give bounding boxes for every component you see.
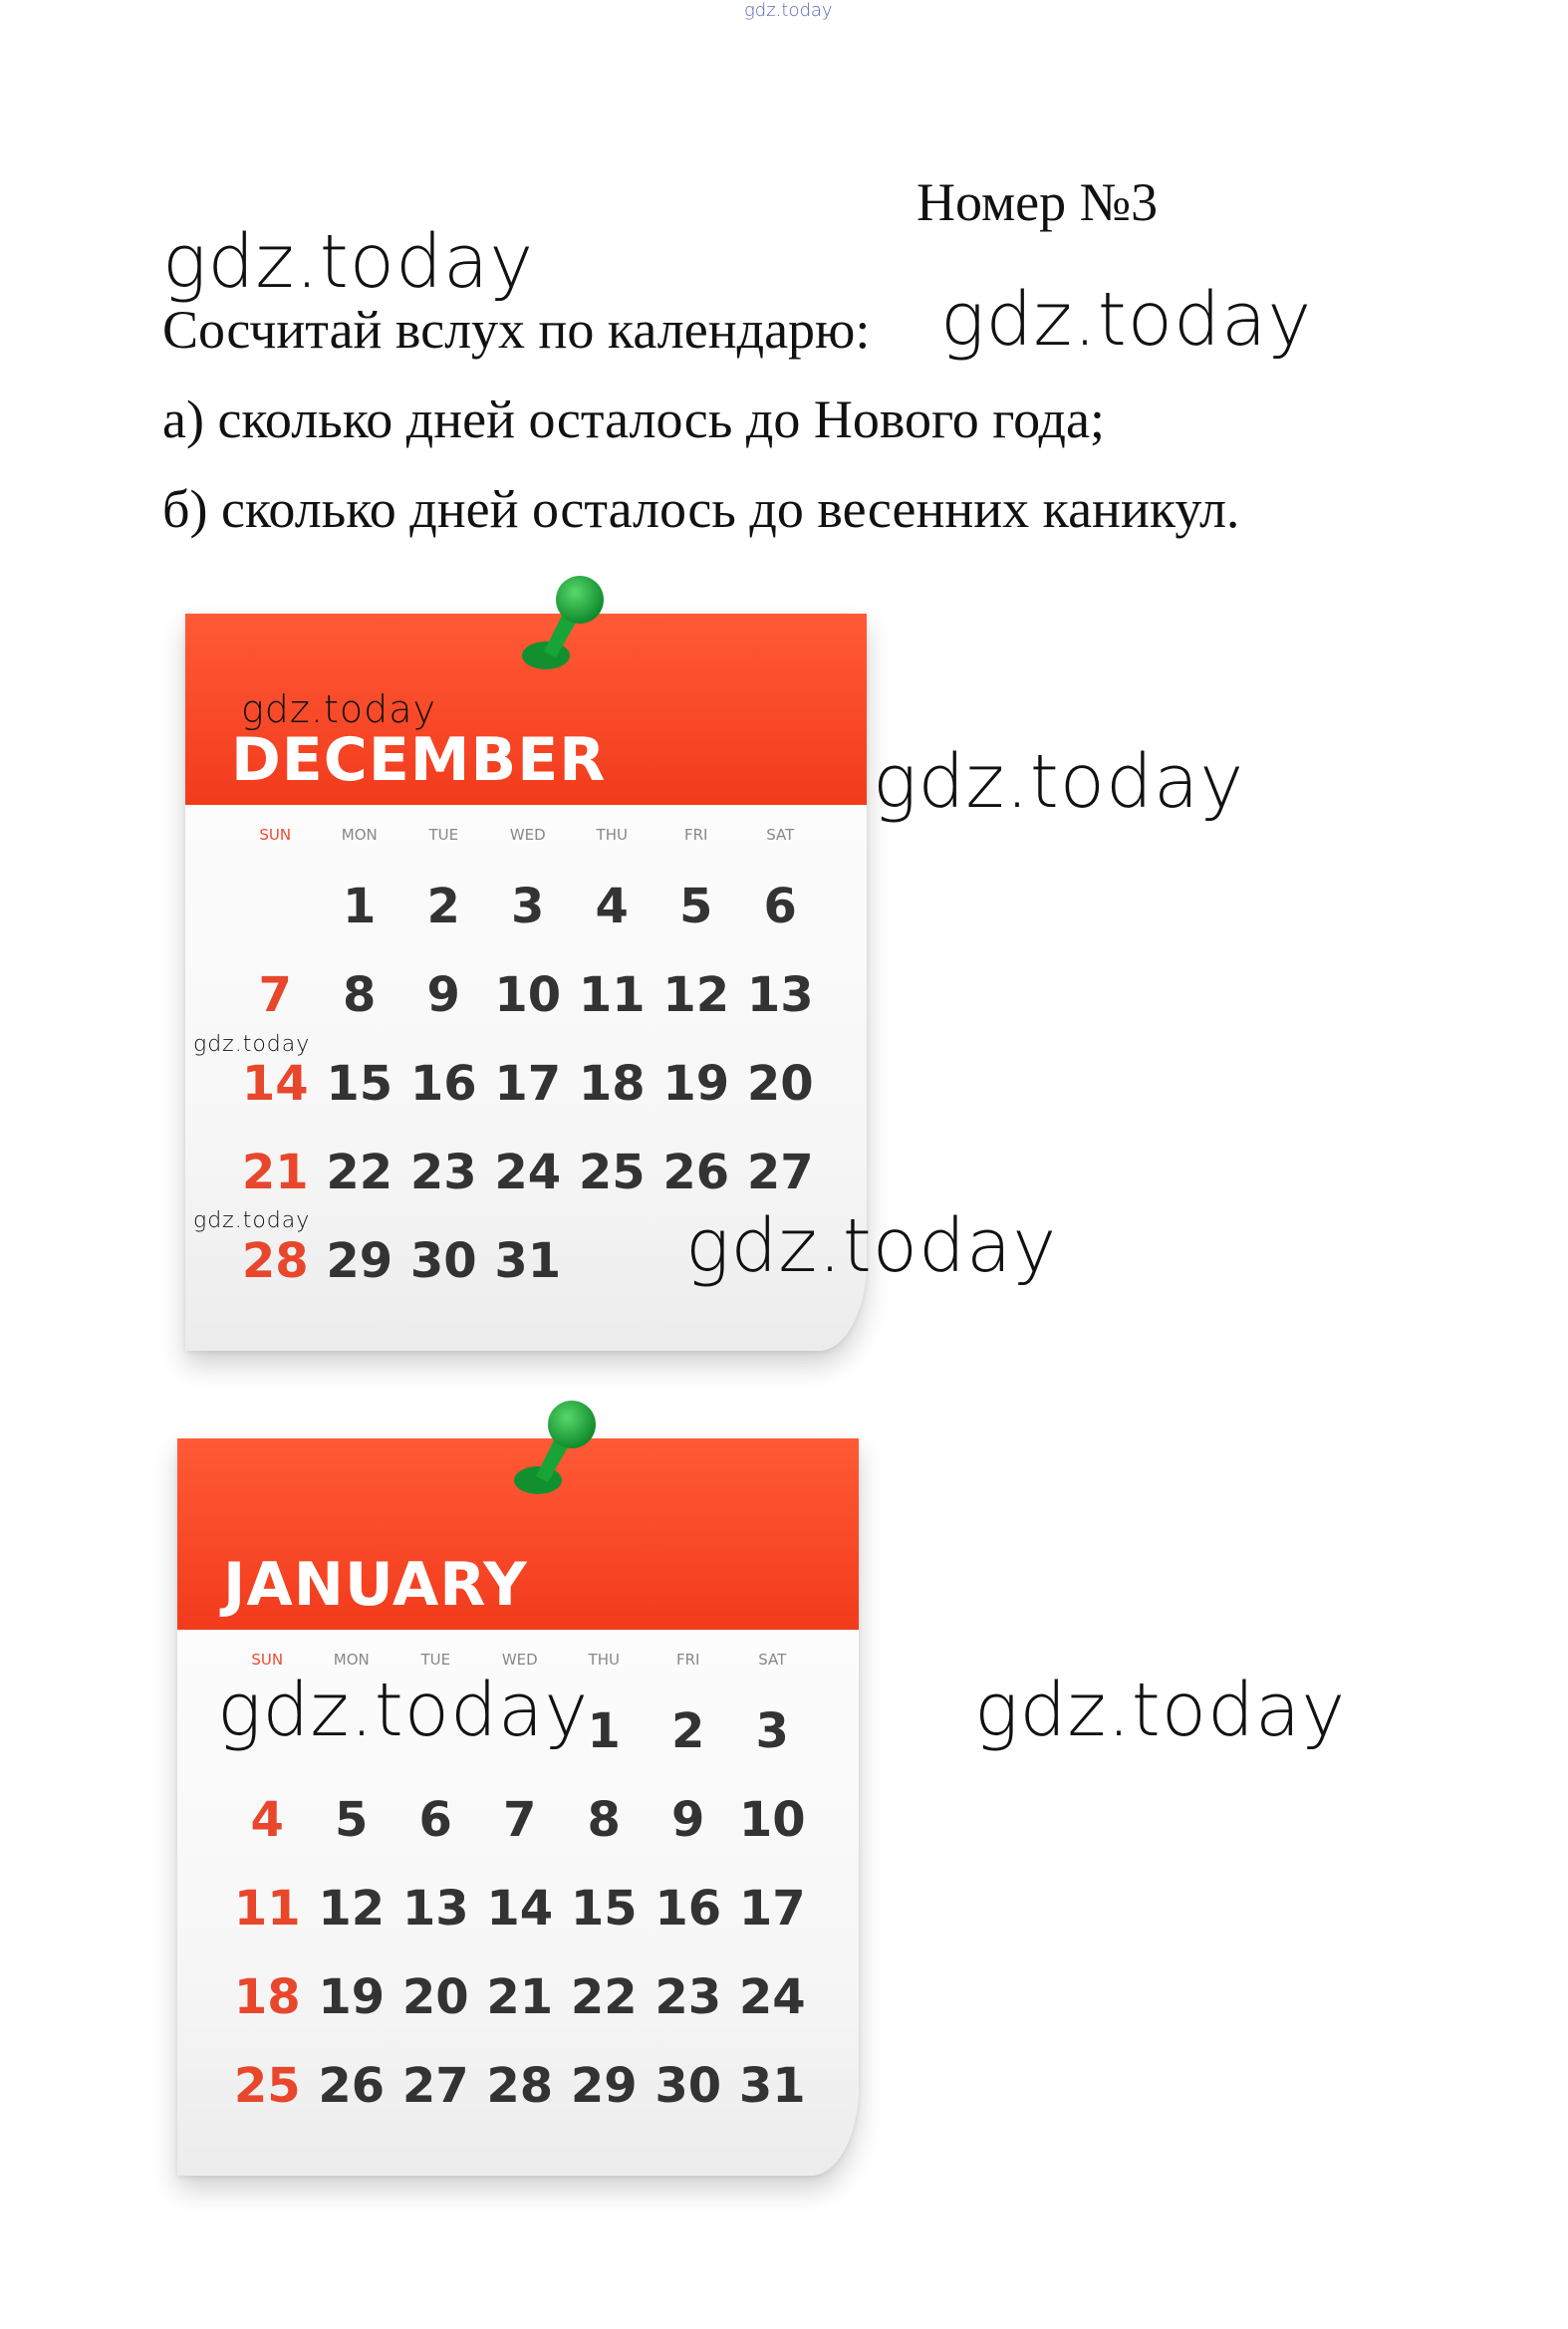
day-cell: 6 <box>763 879 797 934</box>
weekday-label: WED <box>509 826 546 844</box>
watermark: gdz.today <box>940 277 1313 363</box>
task-item-a: а) сколько дней осталось до Нового года; <box>162 389 1106 449</box>
weekday-label: SUN <box>259 826 292 844</box>
task-intro: Сосчитай вслух по календарю: <box>162 300 871 360</box>
day-cell: 15 <box>570 1881 638 1937</box>
day-cell: 1 <box>343 879 377 934</box>
day-cell: 12 <box>318 1881 386 1937</box>
day-cell: 28 <box>486 2058 554 2114</box>
day-cell: 18 <box>578 1056 646 1112</box>
day-cell: 2 <box>426 879 460 934</box>
weekday-label: MON <box>333 1651 370 1669</box>
weekday-label: FRI <box>684 826 708 844</box>
day-cell: 22 <box>326 1145 393 1200</box>
day-cell: 14 <box>241 1056 309 1112</box>
day-cell: 30 <box>409 1233 477 1289</box>
day-cell: 9 <box>671 1792 705 1848</box>
day-cell: 2 <box>671 1703 705 1759</box>
watermark-top: gdz.today <box>744 0 833 21</box>
day-cell: 27 <box>746 1145 814 1200</box>
day-cell: 6 <box>418 1792 452 1848</box>
weekday-label: SUN <box>251 1651 284 1669</box>
day-cell: 24 <box>494 1145 562 1200</box>
watermark: gdz.today <box>685 1203 1058 1289</box>
weekday-label: MON <box>341 826 378 844</box>
day-cell: 17 <box>738 1881 806 1937</box>
day-cell: 23 <box>409 1145 477 1200</box>
weekday-label: WED <box>501 1651 538 1669</box>
day-cell: 19 <box>318 1969 386 2025</box>
push-pin-icon <box>504 564 624 683</box>
day-cell: 20 <box>401 1969 469 2025</box>
day-cell: 1 <box>587 1703 621 1759</box>
day-cell: 20 <box>746 1056 814 1112</box>
day-cell: 5 <box>679 879 713 934</box>
watermark: gdz.today <box>873 739 1245 825</box>
day-cell: 8 <box>587 1792 621 1848</box>
day-cell: 17 <box>494 1056 562 1112</box>
watermark: gdz.today <box>217 1668 590 1753</box>
weekday-label: FRI <box>676 1651 700 1669</box>
day-cell: 11 <box>233 1881 301 1937</box>
day-cell: 16 <box>654 1881 722 1937</box>
watermark: gdz.today <box>162 219 535 305</box>
day-cell: 31 <box>738 2058 806 2114</box>
day-cell: 13 <box>746 967 814 1023</box>
day-cell: 8 <box>343 967 377 1023</box>
day-cell: 11 <box>578 967 646 1023</box>
day-cell: 31 <box>494 1233 562 1289</box>
weekday-label: TUE <box>420 1651 451 1669</box>
push-pin-icon <box>496 1389 616 1508</box>
day-cell: 10 <box>494 967 562 1023</box>
watermark: gdz.today <box>193 1032 311 1057</box>
day-cell: 4 <box>595 879 629 934</box>
day-cell: 28 <box>241 1233 309 1289</box>
day-cell: 4 <box>250 1792 284 1848</box>
day-cell: 5 <box>335 1792 369 1848</box>
day-cell: 10 <box>738 1792 806 1848</box>
day-cell: 15 <box>326 1056 393 1112</box>
day-cell: 24 <box>738 1969 806 2025</box>
day-cell: 22 <box>570 1969 638 2025</box>
day-cell: 27 <box>401 2058 469 2114</box>
day-cell: 12 <box>662 967 730 1023</box>
calendar-month: JANUARY <box>223 1550 528 1620</box>
day-cell: 25 <box>578 1145 646 1200</box>
day-cell: 7 <box>258 967 292 1023</box>
watermark: gdz.today <box>193 1208 311 1233</box>
weekday-label: TUE <box>428 826 459 844</box>
day-cell: 30 <box>654 2058 722 2114</box>
weekday-label: THU <box>596 826 628 844</box>
day-cell: 16 <box>409 1056 477 1112</box>
day-cell: 3 <box>511 879 545 934</box>
page-heading: Номер №3 <box>916 172 1159 232</box>
calendar-month: DECEMBER <box>231 725 607 795</box>
weekday-label: SAT <box>758 1651 787 1669</box>
weekday-label: SAT <box>766 826 795 844</box>
day-cell: 21 <box>486 1969 554 2025</box>
day-cell: 14 <box>486 1881 554 1937</box>
empty-day-cell <box>233 863 318 951</box>
day-cell: 7 <box>503 1792 537 1848</box>
day-cell: 13 <box>401 1881 469 1937</box>
watermark: gdz.today <box>974 1668 1347 1753</box>
day-cell: 9 <box>426 967 460 1023</box>
day-cell: 21 <box>241 1145 309 1200</box>
day-cell: 18 <box>233 1969 301 2025</box>
day-cell: 25 <box>233 2058 301 2114</box>
day-cell: 29 <box>570 2058 638 2114</box>
day-cell: 3 <box>755 1703 789 1759</box>
calendar-january <box>177 1438 859 2176</box>
day-cell: 26 <box>318 2058 386 2114</box>
weekday-label: THU <box>588 1651 620 1669</box>
day-cell: 19 <box>662 1056 730 1112</box>
day-cell: 26 <box>662 1145 730 1200</box>
day-cell: 23 <box>654 1969 722 2025</box>
task-item-b: б) сколько дней осталось до весенних каникул. <box>162 479 1240 539</box>
day-cell: 29 <box>326 1233 393 1289</box>
watermark: gdz.today <box>241 687 436 731</box>
